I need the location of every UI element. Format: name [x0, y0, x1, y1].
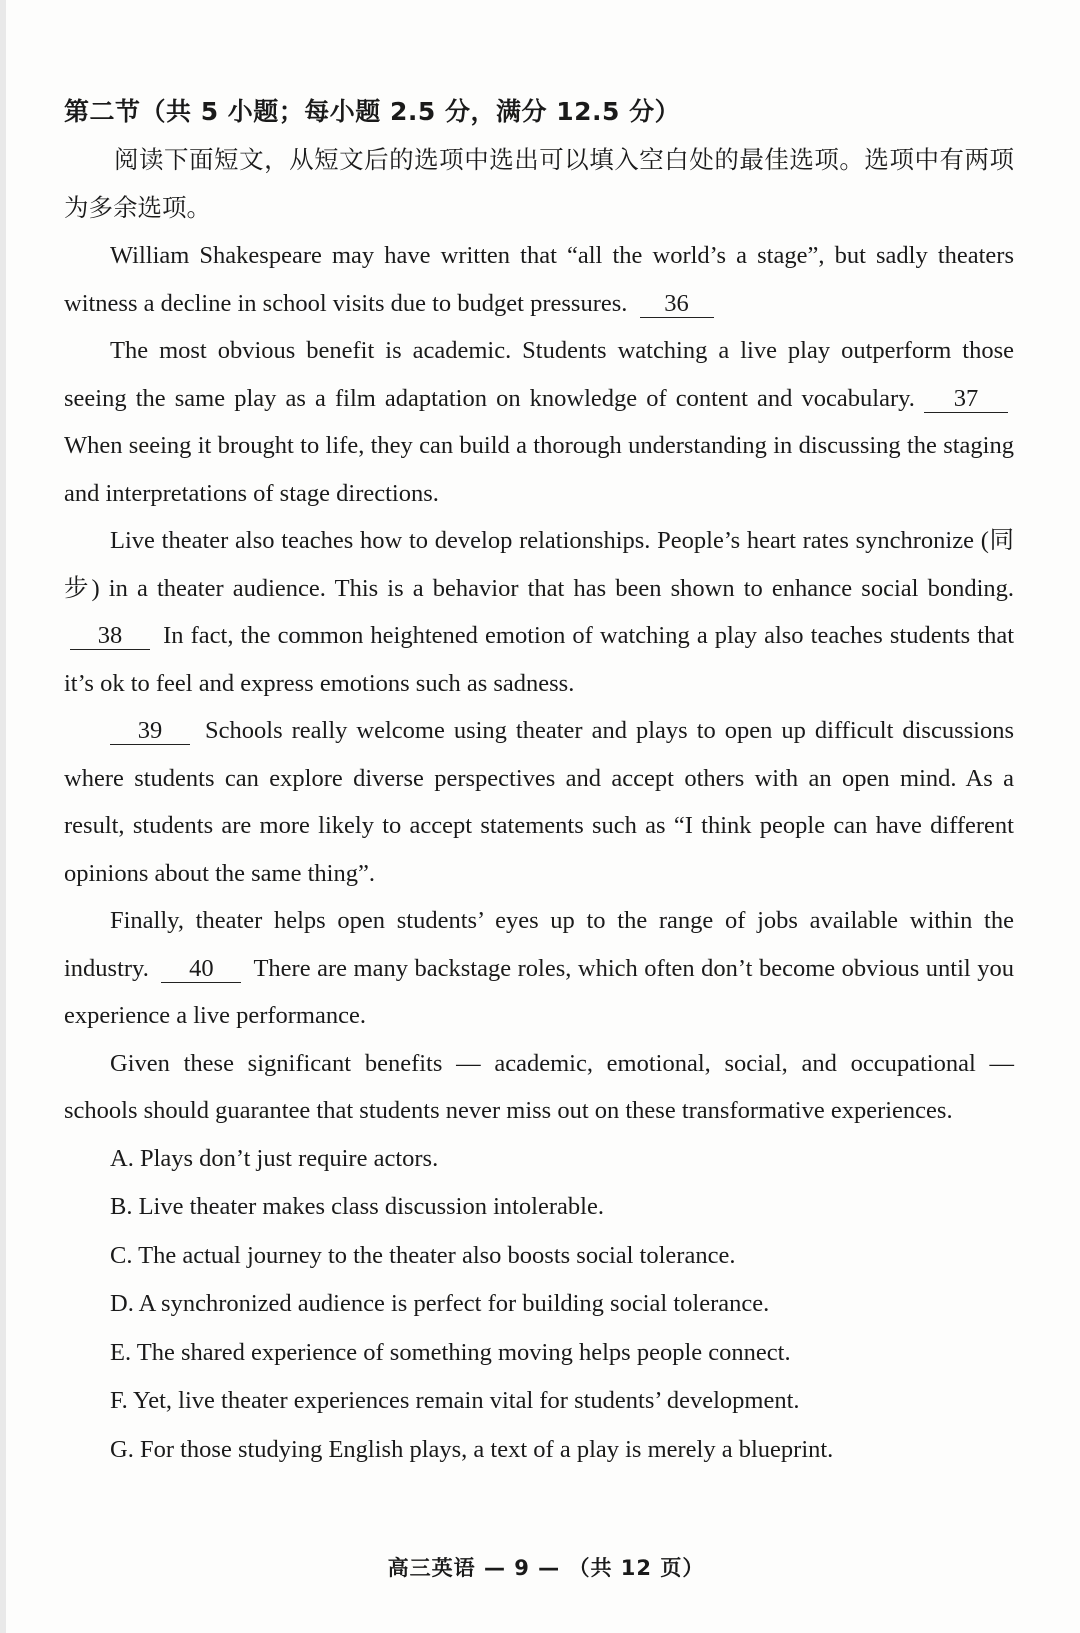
paragraph-text: In fact, the common heightened emotion of watching a play also teaches students that it’s ok to feel and express emotions such as sadness.	[64, 622, 1014, 697]
exam-content	[64, 92, 1014, 1474]
blank-37: 37	[924, 386, 1008, 413]
passage	[64, 232, 1014, 1135]
passage-paragraph-5	[64, 897, 1014, 1040]
passage-paragraph-6: Given these significant benefits — academic, emotional, social, and occupational — schools should guarantee that students never miss out on these transformative experiences.	[64, 1049, 1014, 1124]
option-d: D. A synchronized audience is perfect for building social tolerance.	[110, 1290, 770, 1317]
paragraph-text: The most obvious benefit is academic. Students watching a live play outperform those seeing the same play as a film adaptation on knowledge of content and vocabulary.	[64, 337, 1014, 412]
paragraph-text: There are many backstage roles, which often don’t become obvious until you experience a live performance.	[64, 954, 1015, 1029]
section-instruction: 阅读下面短文，从短文后的选项中选出可以填入空白处的最佳选项。选项中有两项为多余选项。	[64, 145, 1014, 222]
section-heading: 第二节（共 5 小题；每小题 2.5 分，满分 12.5 分）	[64, 97, 681, 126]
blank-40: 40	[161, 956, 241, 983]
option-a: A. Plays don’t just require actors.	[110, 1144, 439, 1172]
blank-38: 38	[70, 623, 150, 650]
passage-paragraph-3	[64, 517, 1014, 707]
paragraph-text: William Shakespeare may have written that “all the world’s a stage”, but sadly theaters witness a decline in school visits due to budget pressures.	[64, 242, 1014, 317]
option-c: C. The actual journey to the theater also boosts social tolerance.	[110, 1241, 736, 1269]
paragraph-text: Live theater also teaches how to develop relationships. People’s heart rates synchronize (同步) in a theater audience. This is a behavior that has been shown to enhance social bonding.	[64, 527, 1014, 602]
option-f: F. Yet, live theater experiences remain vital for students’ development.	[110, 1387, 800, 1414]
paragraph-text: When seeing it brought to life, they can build a thorough understanding in discussing the staging and interpretations of stage directions.	[64, 432, 1014, 507]
blank-36: 36	[640, 291, 714, 318]
passage-paragraph-2	[64, 327, 1014, 517]
passage-paragraph-4	[64, 707, 1014, 897]
paragraph-text: Schools really welcome using theater and plays to open up difficult discussions where students can explore diverse perspectives and accept others with an open mind. As a result, students are more likely to accept statements such as “I think people can have different opinions about the same thing”.	[64, 717, 1015, 887]
paragraph-text: Finally, theater helps open students’ eyes up to the range of jobs available within the industry.	[64, 907, 1014, 982]
blank-39: 39	[110, 718, 190, 745]
answer-options	[64, 1135, 1014, 1475]
page-footer: 高三英语 — 9 — （共 12 页）	[387, 1556, 705, 1580]
passage-paragraph-1	[64, 232, 1014, 327]
option-b: B. Live theater makes class discussion intolerable.	[110, 1193, 604, 1220]
option-e: E. The shared experience of something moving helps people connect.	[110, 1338, 791, 1366]
option-g: G. For those studying English plays, a text of a play is merely a blueprint.	[110, 1435, 834, 1463]
